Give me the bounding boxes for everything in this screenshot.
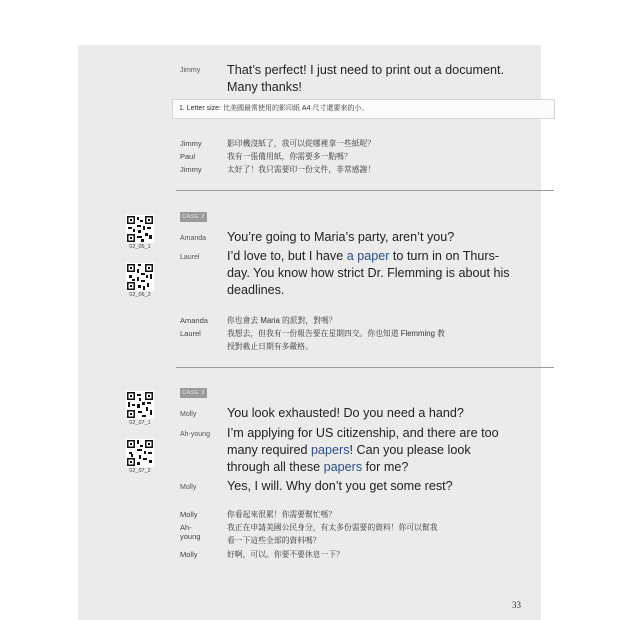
qr-code-icon[interactable] bbox=[126, 391, 154, 419]
speaker-label: Laurel bbox=[180, 329, 201, 338]
dialogue-line: You look exhausted! Do you need a hand? bbox=[227, 406, 464, 420]
speaker-label: Jimmy bbox=[180, 165, 202, 174]
dialogue-line: You’re going to Maria’s party, aren’t you? bbox=[227, 230, 455, 244]
dialogue-line: I’d love to, but I have a paper to turn in on Thurs- day. You know how strict Dr. Flemming is about his deadlines. bbox=[227, 249, 510, 297]
speaker-label: Molly bbox=[180, 411, 197, 418]
speaker-label: Molly bbox=[180, 550, 198, 559]
speaker-label: Amanda bbox=[180, 316, 208, 325]
case-tag: CASE 3 bbox=[180, 388, 207, 398]
highlighted-term: a paper bbox=[346, 249, 390, 263]
qr-code-label: 02_06_2 bbox=[129, 292, 151, 298]
dialogue-line: Yes, I will. Why don’t you get some rest? bbox=[227, 479, 453, 493]
qr-code-icon[interactable] bbox=[126, 439, 154, 467]
speaker-label: Laurel bbox=[180, 254, 200, 261]
translation-line: 我正在申請美國公民身分，有太多份需要的資料！你可以幫我 bbox=[227, 523, 438, 532]
highlighted-term: papers bbox=[323, 460, 363, 474]
translation-line: 太好了！我只需要印一份文件，非常感謝！ bbox=[227, 165, 376, 174]
highlighted-term: papers bbox=[311, 443, 350, 457]
translation-line: 好啊，可以。你要不要休息一下？ bbox=[227, 550, 344, 559]
qr-code-icon[interactable] bbox=[126, 263, 154, 291]
case-tag: CASE 2 bbox=[180, 212, 207, 222]
footnote-box: 1. Letter size: 比美國最常使用的影印紙 A4 尺寸還要來的小。 bbox=[172, 99, 555, 119]
qr-code-label: 02_06_1 bbox=[129, 244, 151, 250]
qr-code-label: 02_07_1 bbox=[129, 420, 151, 426]
qr-code-icon[interactable] bbox=[126, 215, 154, 243]
speaker-label: Jimmy bbox=[180, 67, 201, 74]
speaker-label: Ah-young bbox=[180, 523, 201, 541]
translation-line: 看一下這些全部的資料嗎？ bbox=[227, 536, 321, 545]
translation-line: 我想去，但我有一份報告要在星期四交。你也知道 Flemming 教 bbox=[227, 329, 445, 338]
speaker-label: Amanda bbox=[180, 235, 207, 242]
qr-code-label: 02_07_2 bbox=[129, 468, 151, 474]
translation-line: 你看起來很累！你需要幫忙嗎？ bbox=[227, 510, 337, 519]
book-page bbox=[78, 45, 541, 620]
page-number: 33 bbox=[512, 600, 521, 610]
speaker-label: Paul bbox=[180, 152, 196, 161]
translation-line: 授對截止日期有多嚴格。 bbox=[227, 342, 313, 351]
section-divider bbox=[176, 367, 554, 368]
translation-line: 影印機沒紙了，我可以從哪裡拿一些紙呢？ bbox=[227, 139, 376, 148]
speaker-label: Molly bbox=[180, 484, 197, 491]
speaker-label: Ah-young bbox=[180, 431, 210, 438]
speaker-label: Molly bbox=[180, 510, 198, 519]
speaker-label: Jimmy bbox=[180, 139, 202, 148]
dialogue-line: That’s perfect! I just need to print out a document. Many thanks! bbox=[227, 63, 504, 94]
section-divider bbox=[176, 190, 554, 191]
translation-line: 我有一張備用紙，你需要多一點嗎？ bbox=[227, 152, 352, 161]
dialogue-line: I’m applying for US citizenship, and there are too many required papers! Can you please look through all these papers for me? bbox=[227, 426, 499, 474]
translation-line: 你也會去 Maria 的派對，對嗎？ bbox=[227, 316, 337, 325]
